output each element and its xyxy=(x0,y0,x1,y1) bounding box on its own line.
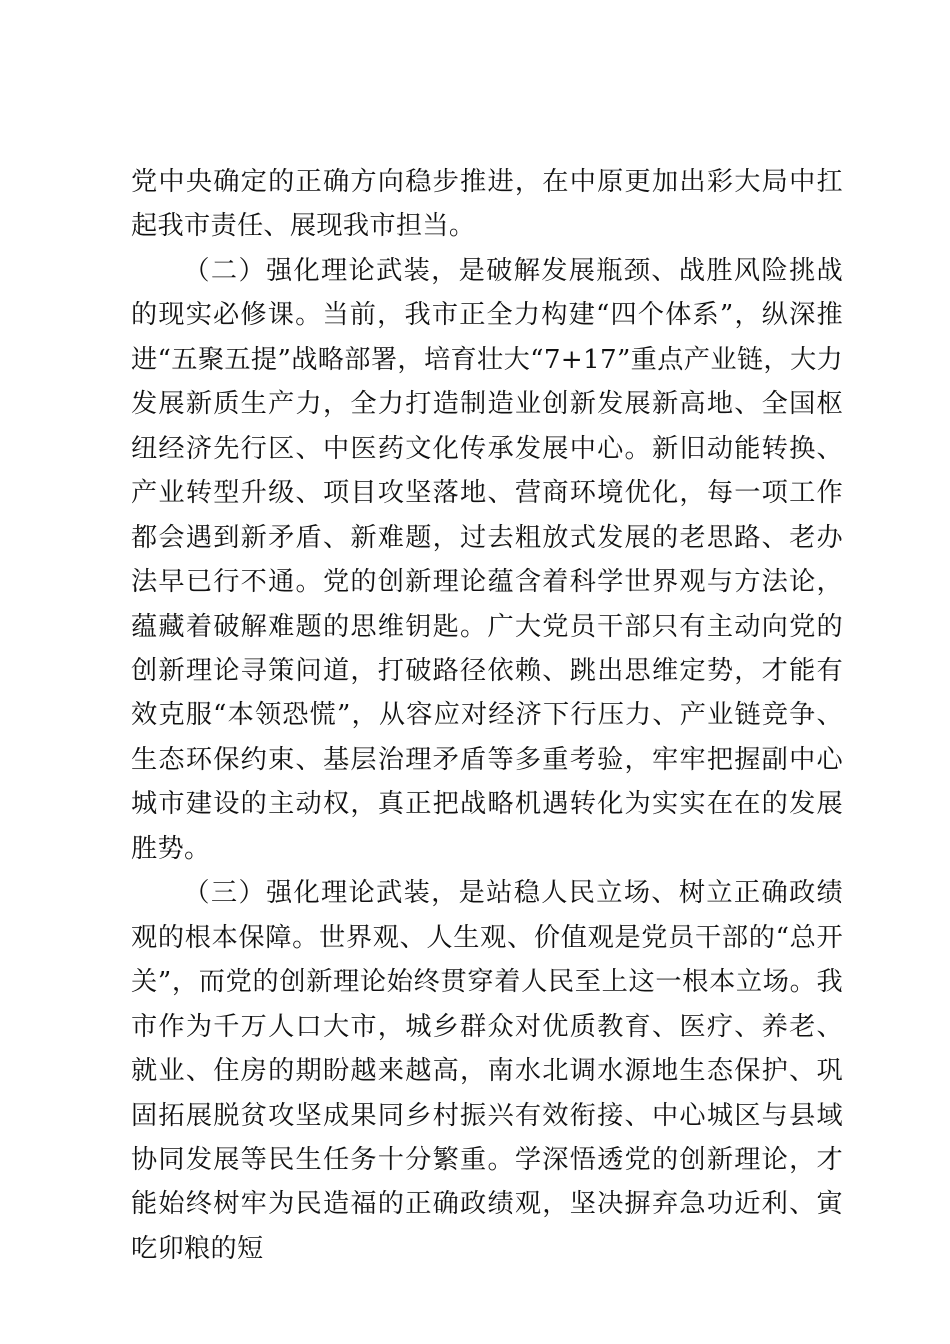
paragraph-section-two: （二）强化理论武装，是破解发展瓶颈、战胜风险挑战的现实必修课。当前，我市正全力构建“四个体系”，纵深推进“五聚五提”战略部署，培育壮大“7+17”重点产业链，大力发展新质生产力，全力打造制造业创新发展新高地、全国枢纽经济先行区、中医药文化传承发展中心。新旧动能转换、产业转型升级、项目攻坚落地、营商环境优化，每一项工作都会遇到新矛盾、新难题，过去粗放式发展的老思路、老办法早已行不通。党的创新理论蕴含着科学世界观与方法论，蕴藏着破解难题的思维钥匙。广大党员干部只有主动向党的创新理论寻策问道，打破路径依赖、跳出思维定势，才能有效克服“本领恐慌”，从容应对经济下行压力、产业链竞争、生态环保约束、基层治理矛盾等多重考验，牢牢把握副中心城市建设的主动权，真正把战略机遇转化为实实在在的发展胜势。 xyxy=(131,255,843,864)
paragraph-section-three: （三）强化理论武装，是站稳人民立场、树立正确政绩观的根本保障。世界观、人生观、价值观是党员干部的“总开关”，而党的创新理论始终贯穿着人民至上这一根本立场。我市作为千万人口大市，城乡群众对优质教育、医疗、养老、就业、住房的期盼越来越高，南水北调水源地生态保护、巩固拓展脱贫攻坚成果同乡村振兴有效衔接、中心城区与县域协同发展等民生任务十分繁重。学深悟透党的创新理论，才能始终树牢为民造福的正确政绩观，坚决摒弃急功近利、寅吃卯粮的短 xyxy=(131,878,843,1264)
paragraph-continuation: 党中央确定的正确方向稳步推进，在中原更加出彩大局中扛起我市责任、展现我市担当。 xyxy=(131,167,843,242)
document-body xyxy=(131,160,843,1271)
